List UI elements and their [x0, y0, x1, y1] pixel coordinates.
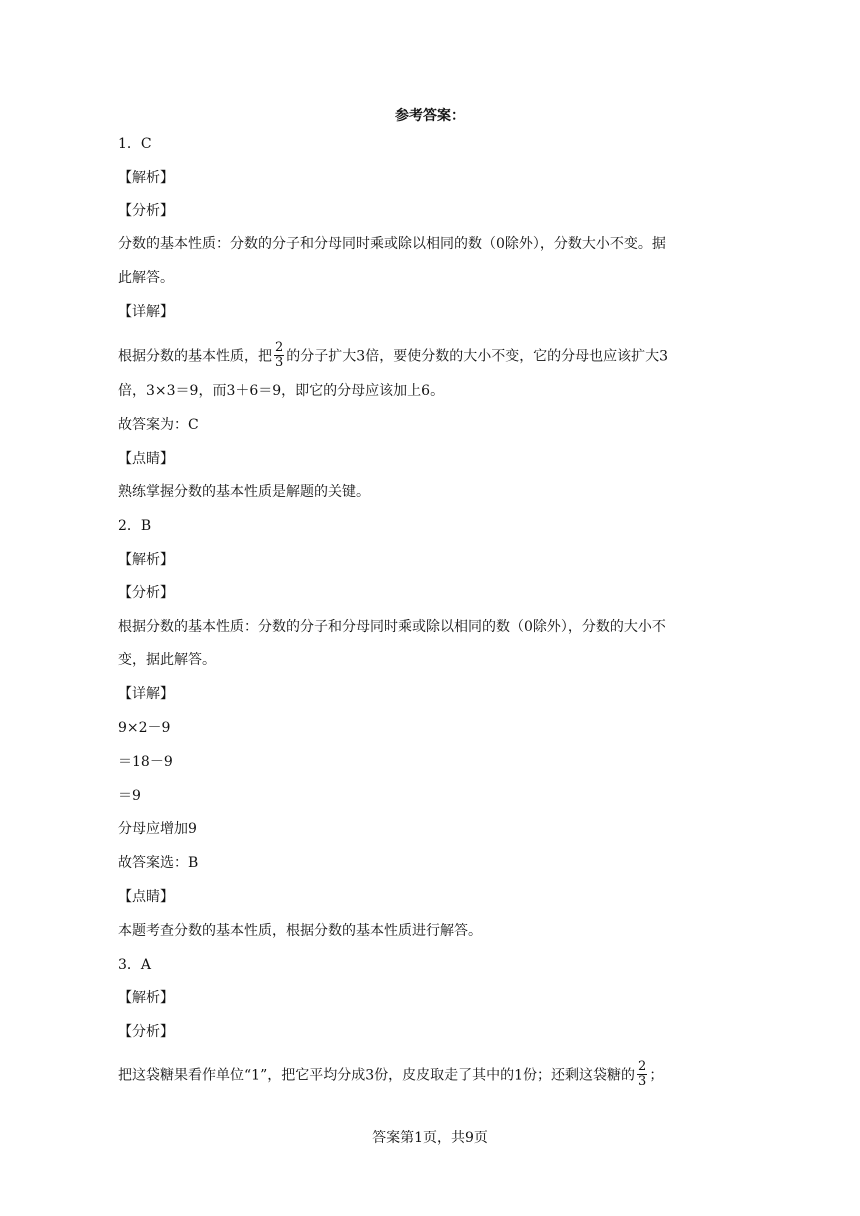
q2-step-1: 9×2－9	[118, 720, 171, 736]
page-title: 参考答案：	[395, 108, 465, 124]
q2-dianjing-text: 本题考查分数的基本性质，根据分数的基本性质进行解答。	[118, 923, 482, 939]
q2-conclusion: 故答案选：B	[118, 855, 199, 871]
q2-step-4: 分母应增加9	[118, 821, 197, 837]
q1-fraction-denominator: 3	[275, 355, 284, 370]
q3-jiexi-heading: 【解析】	[118, 990, 174, 1006]
q2-jiexi-heading: 【解析】	[118, 552, 174, 568]
q2-fenxi-heading: 【分析】	[118, 585, 174, 601]
page-footer: 答案第1页，共9页	[372, 1130, 488, 1146]
q1-xiangjie-heading: 【详解】	[118, 304, 174, 320]
q1-fenxi-text-1: 分数的基本性质：分数的分子和分母同时乘或除以相同的数（0除外），分数大小不变。据	[118, 236, 666, 252]
q1-detail-line-2: 倍，3×3＝9，而3＋6＝9，即它的分母应该加上6。	[118, 383, 445, 399]
q3-fenxi-heading: 【分析】	[118, 1024, 174, 1040]
q3-fenxi-text-b: ；	[649, 1067, 664, 1084]
q2-xiangjie-heading: 【详解】	[118, 686, 174, 702]
q2-step-2: ＝18－9	[118, 754, 173, 770]
q1-dianjing-heading: 【点睛】	[118, 451, 174, 467]
q2-dianjing-heading: 【点睛】	[118, 889, 174, 905]
q1-fraction	[274, 341, 284, 370]
q3-fraction	[637, 1060, 647, 1089]
q3-fraction-numerator: 2	[638, 1059, 647, 1074]
q1-detail-line-1	[118, 342, 743, 371]
q1-jiexi-heading: 【解析】	[118, 170, 174, 186]
q3-fenxi-text-a: 把这袋糖果看作单位“1”，把它平均分成3份，皮皮取走了其中的1份；还剩这袋糖的	[118, 1067, 636, 1084]
q1-conclusion: 故答案为：C	[118, 417, 199, 433]
q1-dianjing-text: 熟练掌握分数的基本性质是解题的关键。	[118, 484, 370, 500]
q1-fenxi-heading: 【分析】	[118, 203, 174, 219]
q1-answer: 1．C	[118, 136, 152, 152]
q2-fenxi-text-1: 根据分数的基本性质：分数的分子和分母同时乘或除以相同的数（0除外），分数的大小不	[118, 619, 666, 635]
q3-answer: 3．A	[118, 957, 152, 973]
q3-fenxi-line	[118, 1061, 743, 1090]
q2-fenxi-text-2: 变，据此解答。	[118, 652, 216, 668]
q1-fenxi-text-2: 此解答。	[118, 270, 174, 286]
q2-step-3: ＝9	[118, 788, 141, 804]
q1-fraction-numerator: 2	[275, 340, 284, 355]
q1-detail-text-a: 根据分数的基本性质，把	[118, 348, 272, 365]
q2-answer: 2．B	[118, 518, 152, 534]
q3-fraction-denominator: 3	[638, 1074, 647, 1089]
q1-detail-text-b: 的分子扩大3倍，要使分数的大小不变，它的分母也应该扩大3	[286, 348, 669, 365]
